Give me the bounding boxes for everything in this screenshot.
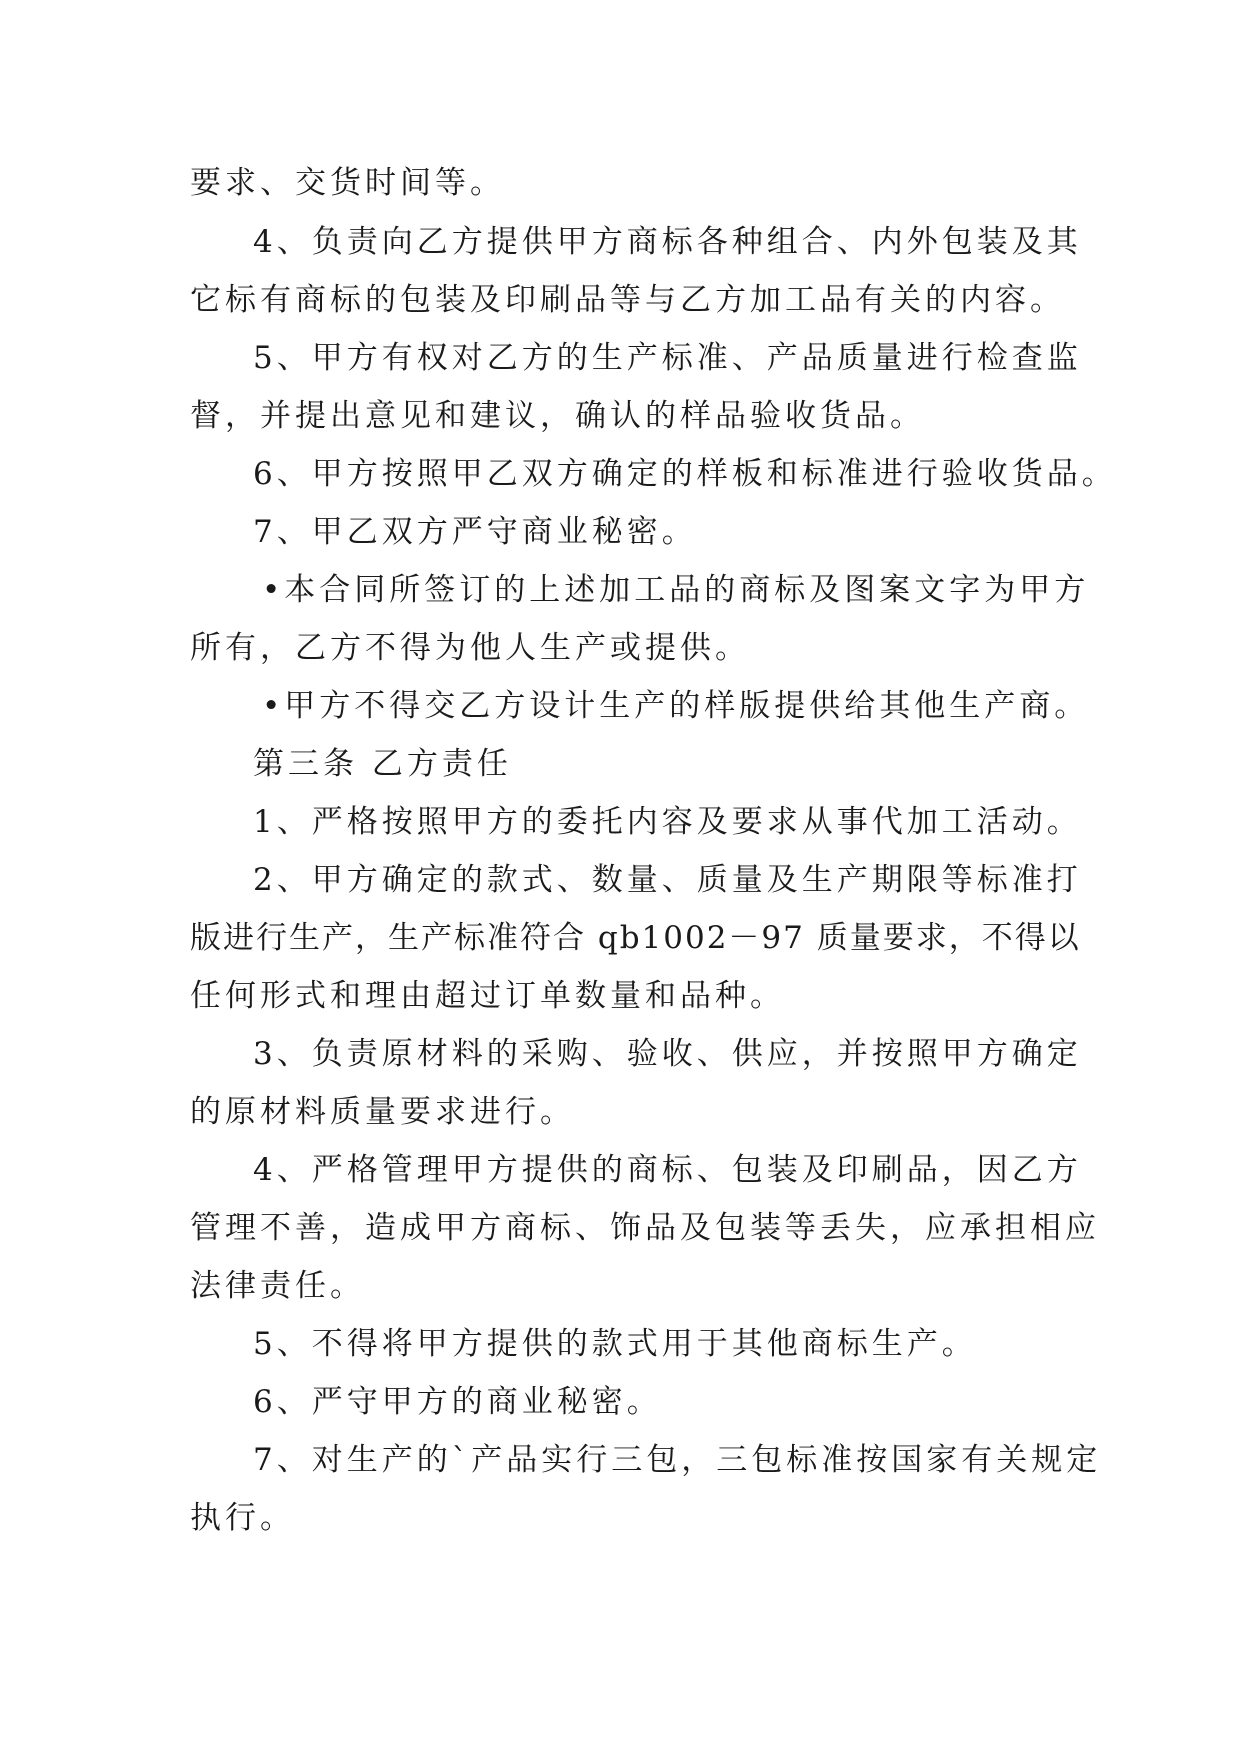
text-line-17: 的原材料质量要求进行。 [190,1094,575,1130]
text-line-24: 执行。 [190,1500,295,1536]
text-line-20: 法律责任。 [190,1268,365,1304]
text-line-16: 3、负责原材料的采购、验收、供应，并按照甲方确定 [253,1036,1082,1072]
text-line-6: 6、甲方按照甲乙双方确定的样板和标准进行验收货品。 [253,456,1117,492]
text-line-8: •本合同所签订的上述加工品的商标及图案文字为甲方 [262,572,1090,608]
text-line-15: 任何形式和理由超过订单数量和品种。 [190,978,785,1014]
text-line-7: 7、甲乙双方严守商业秘密。 [253,514,697,550]
text-line-21: 5、不得将甲方提供的款式用于其他商标生产。 [253,1326,977,1362]
text-line-18: 4、严格管理甲方提供的商标、包装及印刷品，因乙方 [253,1152,1082,1188]
text-line-10: •甲方不得交乙方设计生产的样版提供给其他生产商。 [262,688,1090,724]
text-line-14: 版进行生产，生产标准符合 qb1002－97 质量要求，不得以 [190,920,1081,956]
text-line-13: 2、甲方确定的款式、数量、质量及生产期限等标准打 [253,862,1082,898]
text-line-1: 要求、交货时间等。 [190,165,505,201]
text-line-19: 管理不善，造成甲方商标、饰品及包装等丢失，应承担相应 [190,1210,1100,1246]
text-line-9: 所有，乙方不得为他人生产或提供。 [190,630,750,666]
text-line-22: 6、严守甲方的商业秘密。 [253,1384,662,1420]
section-heading: 第三条 乙方责任 [253,746,512,782]
text-line-2: 4、负责向乙方提供甲方商标各种组合、内外包装及其 [253,224,1082,260]
text-line-23: 7、对生产的`产品实行三包，三包标准按国家有关规定 [253,1442,1102,1478]
text-line-5: 督，并提出意见和建议，确认的样品验收货品。 [190,398,925,434]
text-line-12: 1、严格按照甲方的委托内容及要求从事代加工活动。 [253,804,1082,840]
text-line-3: 它标有商标的包装及印刷品等与乙方加工品有关的内容。 [190,282,1065,318]
text-line-4: 5、甲方有权对乙方的生产标准、产品质量进行检查监 [253,340,1082,376]
